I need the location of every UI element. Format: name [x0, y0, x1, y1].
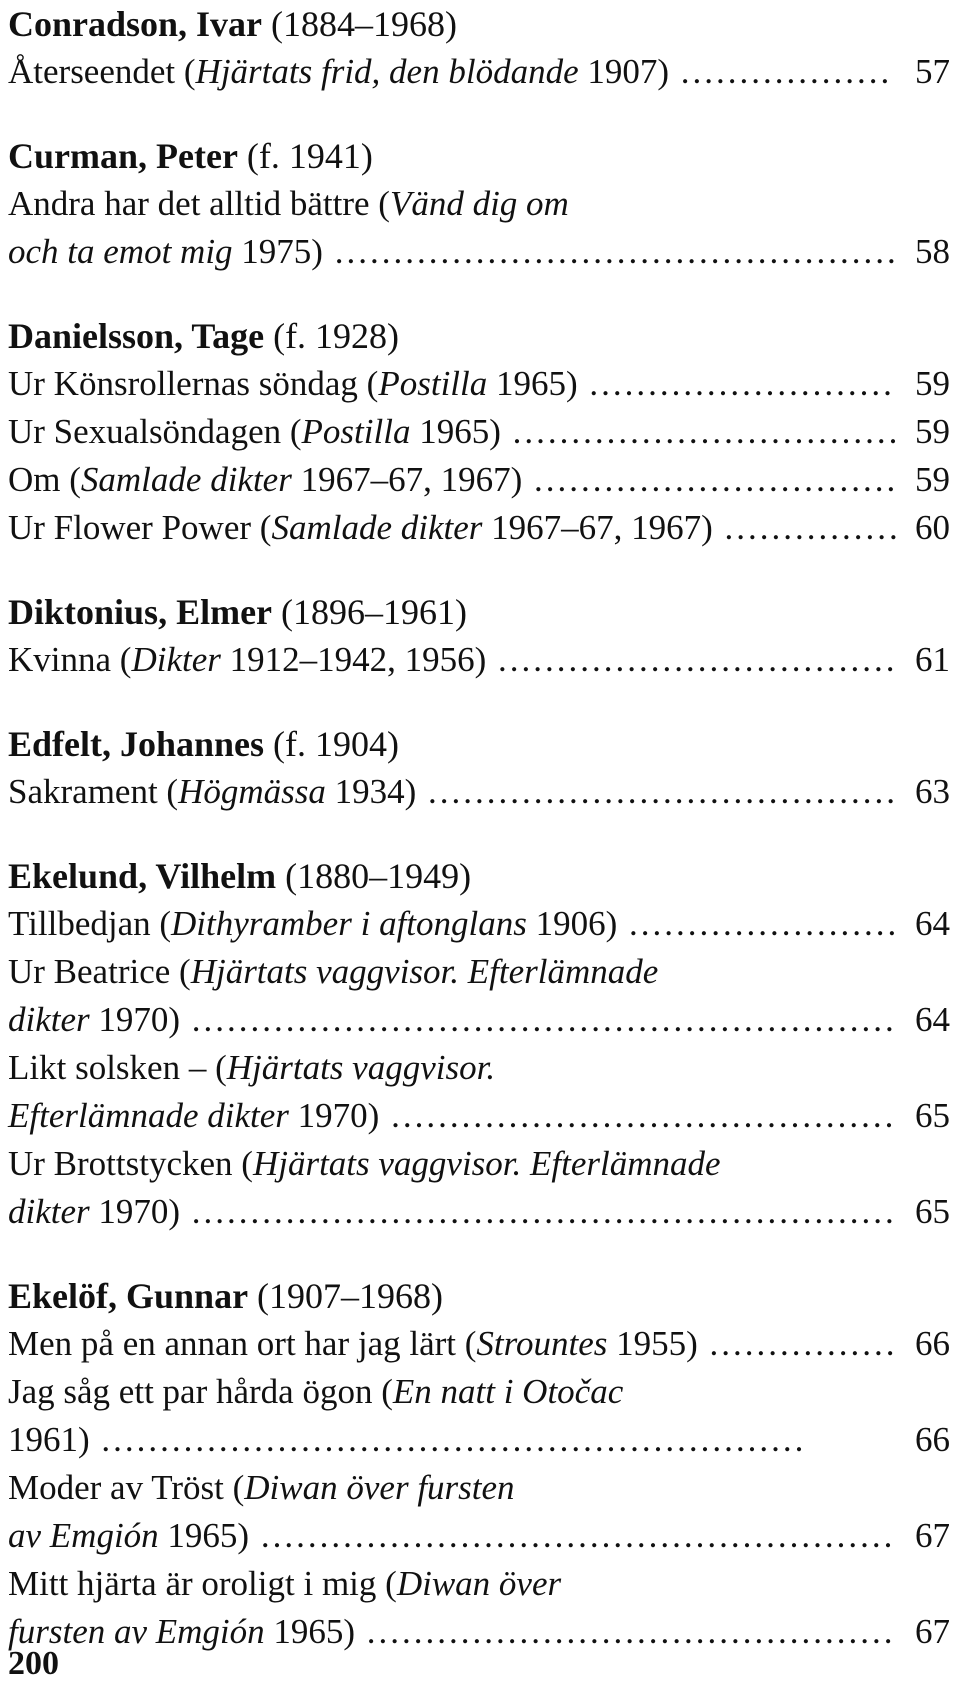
author-heading — [8, 312, 956, 360]
title-text: Kvinna ( — [8, 640, 132, 679]
title-text: Jag såg ett par hårda ögon ( — [8, 1372, 393, 1411]
page-reference: 64 — [915, 904, 950, 943]
source-title: Hjärtats vaggvisor. Efterlämnade — [252, 1144, 721, 1183]
poem-line — [8, 1368, 956, 1416]
source-year: 1965) — [487, 364, 578, 403]
source-year: 1965) — [264, 1612, 356, 1651]
source-title: Samlade dikter — [80, 460, 292, 499]
author-dates: (1896–1961) — [281, 592, 468, 632]
poem-line — [8, 1092, 956, 1140]
poem-entry — [8, 504, 956, 552]
poem-title — [8, 952, 658, 991]
poem-title — [8, 52, 669, 91]
author-heading — [8, 588, 956, 636]
dot-leader: ................................................ — [322, 232, 899, 271]
author-name: Curman, Peter — [8, 136, 238, 176]
poem-title — [8, 1564, 561, 1603]
poem-title — [8, 904, 617, 943]
dot-leader: ............................................................ — [180, 1192, 897, 1231]
poem-line — [8, 996, 956, 1044]
page-reference: 59 — [915, 364, 950, 403]
title-text: Ur Könsrollernas söndag ( — [8, 364, 379, 403]
source-year: 1970) — [89, 1000, 181, 1039]
page-reference: 61 — [915, 640, 950, 679]
poem-line — [8, 228, 956, 276]
page-reference: 65 — [915, 1192, 950, 1231]
source-year: 1912–1942, 1956) — [220, 640, 487, 679]
poem-entry — [8, 768, 956, 816]
poem-entry — [8, 900, 956, 948]
author-dates: (1884–1968) — [271, 4, 458, 44]
poem-entry — [8, 408, 956, 456]
author-entry — [8, 852, 956, 1236]
source-title: En natt i Otočac — [392, 1372, 624, 1411]
poem-title — [8, 1192, 180, 1231]
source-year: 1965) — [410, 412, 501, 451]
dot-leader: ............................................................ — [180, 1000, 897, 1039]
poem-title — [8, 640, 486, 679]
author-entry — [8, 588, 956, 684]
poem-line — [8, 1560, 956, 1608]
poem-title — [8, 508, 713, 547]
page-reference: 59 — [915, 460, 950, 499]
author-entry — [8, 132, 956, 276]
poem-title — [8, 1612, 355, 1651]
dot-leader: ............................... — [522, 460, 899, 499]
author-dates: (1880–1949) — [285, 856, 472, 896]
source-year: 1965) — [158, 1516, 250, 1555]
dot-leader: ................ — [697, 1324, 898, 1363]
title-text: Men på en annan ort har jag lärt ( — [8, 1324, 477, 1363]
source-year: 1970) — [89, 1192, 181, 1231]
source-year: 1975) — [232, 232, 323, 271]
author-dates: (f. 1904) — [273, 724, 400, 764]
poem-entry — [8, 1044, 956, 1140]
poem-entry — [8, 1368, 956, 1464]
poem-line — [8, 1320, 956, 1368]
source-year: 1907) — [578, 52, 670, 91]
dot-leader: .................. — [669, 52, 893, 91]
author-name: Conradson, Ivar — [8, 4, 263, 44]
source-title: Dikter — [131, 640, 221, 679]
source-title: Högmässa — [178, 772, 326, 811]
dot-leader: ........................................ — [416, 772, 899, 811]
poem-title — [8, 1468, 515, 1507]
poem-entry — [8, 1560, 956, 1656]
author-entry — [8, 312, 956, 552]
page-reference: 57 — [915, 52, 950, 91]
poem-line — [8, 1416, 956, 1464]
page-number: 200 — [8, 1645, 59, 1682]
poem-line — [8, 768, 956, 816]
source-year: 1906) — [526, 904, 618, 943]
page-reference: 63 — [915, 772, 950, 811]
author-dates: (f. 1941) — [246, 136, 373, 176]
dot-leader: ....................... — [617, 904, 900, 943]
poem-entry — [8, 1464, 956, 1560]
poem-title — [8, 1420, 90, 1459]
source-title: Diwan över fursten — [244, 1468, 515, 1507]
poem-line — [8, 360, 956, 408]
poem-line — [8, 1512, 956, 1560]
title-text: Mitt hjärta är oroligt i mig ( — [8, 1564, 397, 1603]
page-reference: 64 — [915, 1000, 950, 1039]
title-text: Sakrament ( — [8, 772, 179, 811]
poem-line — [8, 456, 956, 504]
title-text: Ur Flower Power ( — [8, 508, 272, 547]
poem-line — [8, 1608, 956, 1656]
author-heading — [8, 0, 956, 48]
source-title: Postilla — [378, 364, 488, 403]
poem-entry — [8, 180, 956, 276]
author-dates: (1907–1968) — [257, 1276, 444, 1316]
source-title: av Emgión — [8, 1516, 159, 1555]
title-text: Ur Brottstycken ( — [8, 1144, 253, 1183]
poem-line — [8, 948, 956, 996]
source-title: Hjärtats vaggvisor. — [226, 1048, 496, 1087]
source-title: dikter — [8, 1000, 90, 1039]
poem-entry — [8, 456, 956, 504]
source-title: Dithyramber i aftonglans — [171, 904, 527, 943]
poem-title — [8, 232, 323, 271]
poem-entry — [8, 948, 956, 1044]
source-year: 1967–67, 1967) — [291, 460, 523, 499]
author-heading — [8, 132, 956, 180]
poem-title — [8, 1144, 721, 1183]
author-entry — [8, 1272, 956, 1656]
author-name: Ekelöf, Gunnar — [8, 1276, 249, 1316]
author-name: Ekelund, Vilhelm — [8, 856, 277, 896]
dot-leader: ........................................... — [379, 1096, 897, 1135]
poem-entry — [8, 360, 956, 408]
poem-entry — [8, 1140, 956, 1236]
dot-leader: .......................... — [577, 364, 895, 403]
title-text: Moder av Tröst ( — [8, 1468, 245, 1507]
poem-line — [8, 180, 956, 228]
author-heading — [8, 852, 956, 900]
poem-title — [8, 184, 569, 223]
poem-title — [8, 1096, 379, 1135]
title-text: Om ( — [8, 460, 81, 499]
poem-entry — [8, 48, 956, 96]
dot-leader: ............................................................ — [89, 1420, 807, 1459]
source-title: Strountes — [476, 1324, 608, 1363]
title-text: Likt solsken – ( — [8, 1048, 227, 1087]
poem-title — [8, 412, 501, 451]
page-reference: 67 — [915, 1612, 950, 1651]
title-text: Tillbedjan ( — [8, 904, 172, 943]
poem-line — [8, 900, 956, 948]
author-entry — [8, 0, 956, 96]
source-title: Efterlämnade dikter — [8, 1096, 289, 1135]
poem-line — [8, 408, 956, 456]
page-reference: 65 — [915, 1096, 950, 1135]
author-heading — [8, 1272, 956, 1320]
poem-title — [8, 1324, 698, 1363]
dot-leader: ................................. — [500, 412, 901, 451]
author-entry — [8, 720, 956, 816]
poem-line — [8, 636, 956, 684]
index-entries — [8, 0, 956, 1692]
poem-line — [8, 1044, 956, 1092]
poem-title — [8, 364, 578, 403]
title-text: Andra har det alltid bättre ( — [8, 184, 390, 223]
page-reference: 66 — [915, 1324, 950, 1363]
poem-title — [8, 1372, 623, 1411]
dot-leader: ............... — [712, 508, 901, 547]
title-text: Ur Sexualsöndagen ( — [8, 412, 302, 451]
poem-entry — [8, 636, 956, 684]
source-title: Hjärtats frid, den blödande — [195, 52, 579, 91]
title-text: 1961) — [8, 1420, 90, 1459]
author-name: Edfelt, Johannes — [8, 724, 265, 764]
poem-line — [8, 1188, 956, 1236]
poem-line — [8, 504, 956, 552]
source-title: Samlade dikter — [271, 508, 483, 547]
dot-leader: .................................. — [486, 640, 898, 679]
author-dates: (f. 1928) — [273, 316, 400, 356]
page-reference: 67 — [915, 1516, 950, 1555]
source-year: 1967–67, 1967) — [482, 508, 713, 547]
page-reference: 58 — [915, 232, 950, 271]
author-name: Danielsson, Tage — [8, 316, 265, 356]
source-title: Hjärtats vaggvisor. Efterlämnade — [190, 952, 659, 991]
source-title: dikter — [8, 1192, 90, 1231]
poem-entry — [8, 1320, 956, 1368]
source-title: fursten av Emgión — [8, 1612, 265, 1651]
title-text: Återseendet ( — [8, 52, 196, 91]
poem-line — [8, 1464, 956, 1512]
dot-leader: ...................................................... — [249, 1516, 896, 1555]
page-reference: 66 — [915, 1420, 950, 1459]
poem-title — [8, 1516, 249, 1555]
source-title: Vänd dig om — [389, 184, 569, 223]
source-year: 1970) — [288, 1096, 380, 1135]
source-title: Postilla — [301, 412, 411, 451]
poem-title — [8, 772, 416, 811]
dot-leader: ............................................. — [355, 1612, 896, 1651]
source-title: Diwan över — [396, 1564, 562, 1603]
page-reference: 59 — [915, 412, 950, 451]
source-year: 1955) — [607, 1324, 698, 1363]
title-text: Ur Beatrice ( — [8, 952, 191, 991]
poem-title — [8, 460, 522, 499]
poem-line — [8, 48, 956, 96]
source-title: och ta emot mig — [8, 232, 233, 271]
poem-title — [8, 1000, 180, 1039]
author-heading — [8, 720, 956, 768]
poem-title — [8, 1048, 495, 1087]
author-name: Diktonius, Elmer — [8, 592, 273, 632]
poem-line — [8, 1140, 956, 1188]
page-reference: 60 — [915, 508, 950, 547]
source-year: 1934) — [325, 772, 417, 811]
